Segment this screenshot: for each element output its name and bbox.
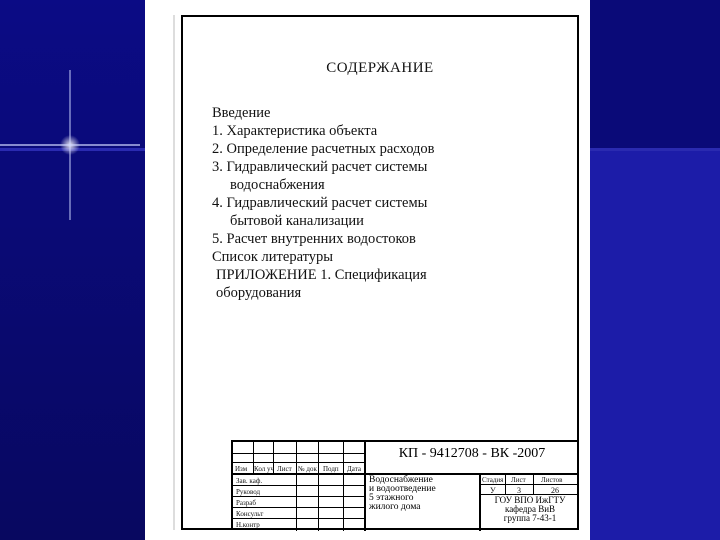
grid-line	[343, 442, 344, 531]
sheet-header: Лист	[511, 476, 526, 484]
organization-line: ГОУ ВПО ИжГТУ	[494, 495, 566, 505]
background-right-panel	[590, 150, 720, 540]
column-header: Дата	[347, 465, 361, 473]
grid-line	[233, 496, 366, 497]
stage-value: У	[490, 486, 496, 495]
toc-item-continued: оборудования	[216, 285, 302, 301]
toc-item: 4. Гидравлический расчет системы	[212, 195, 428, 211]
role-label: Н.контр	[236, 521, 260, 529]
toc-item: Список литературы	[212, 249, 334, 265]
grid-line	[318, 442, 319, 531]
column-header: Кол уч	[254, 465, 274, 473]
column-header: № док	[298, 465, 317, 473]
project-description	[369, 476, 436, 512]
toc-item-continued: бытовой канализации	[230, 213, 364, 229]
document-code: КП - 9412708 - ВК -2007	[398, 446, 546, 461]
toc-item: 1. Характеристика объекта	[212, 123, 378, 139]
sheets-value: 26	[551, 486, 559, 495]
background-right-top	[590, 0, 720, 150]
organization-line: кафедра ВиВ	[504, 504, 556, 514]
grid-line	[296, 442, 297, 531]
sheets-header: Листов	[541, 476, 563, 484]
grid-line	[233, 507, 366, 508]
sheet-value: 3	[517, 486, 521, 495]
stage-header: Стадия	[482, 476, 504, 484]
grid-line	[533, 475, 534, 495]
role-label: Консульт	[236, 510, 264, 518]
grid-line	[233, 518, 366, 519]
title-block	[231, 440, 578, 529]
toc-item: Введение	[212, 105, 271, 121]
organization	[481, 496, 579, 523]
organization-line: группа 7-43-1	[503, 513, 557, 523]
table-of-contents	[212, 104, 572, 302]
description-line: и водоотведение	[369, 484, 436, 494]
description-line: жилого дома	[369, 502, 421, 512]
toc-item: 3. Гидравлический расчет системы	[212, 159, 428, 175]
page-title: СОДЕРЖАНИЕ	[326, 60, 434, 76]
role-label: Руковод	[236, 488, 261, 496]
description-line: 5 этажного	[369, 493, 414, 503]
description-line: Водоснабжение	[369, 475, 433, 485]
toc-item-continued: водоснабжения	[230, 177, 325, 193]
toc-item: ПРИЛОЖЕНИЕ 1. Спецификация	[216, 267, 427, 283]
column-header: Лист	[277, 465, 292, 473]
grid-line	[233, 485, 366, 486]
role-label: Зав. каф.	[236, 477, 263, 485]
binding-margin-line	[173, 15, 175, 530]
toc-item: 2. Определение расчетных расходов	[212, 141, 435, 157]
grid-line	[479, 484, 578, 485]
role-label: Разраб	[236, 499, 256, 507]
column-header: Подп	[323, 465, 339, 473]
grid-line	[505, 475, 506, 495]
column-header: Изм	[235, 465, 248, 473]
toc-item: 5. Расчет внутренних водостоков	[212, 231, 416, 247]
sparkle-decoration	[0, 70, 140, 220]
